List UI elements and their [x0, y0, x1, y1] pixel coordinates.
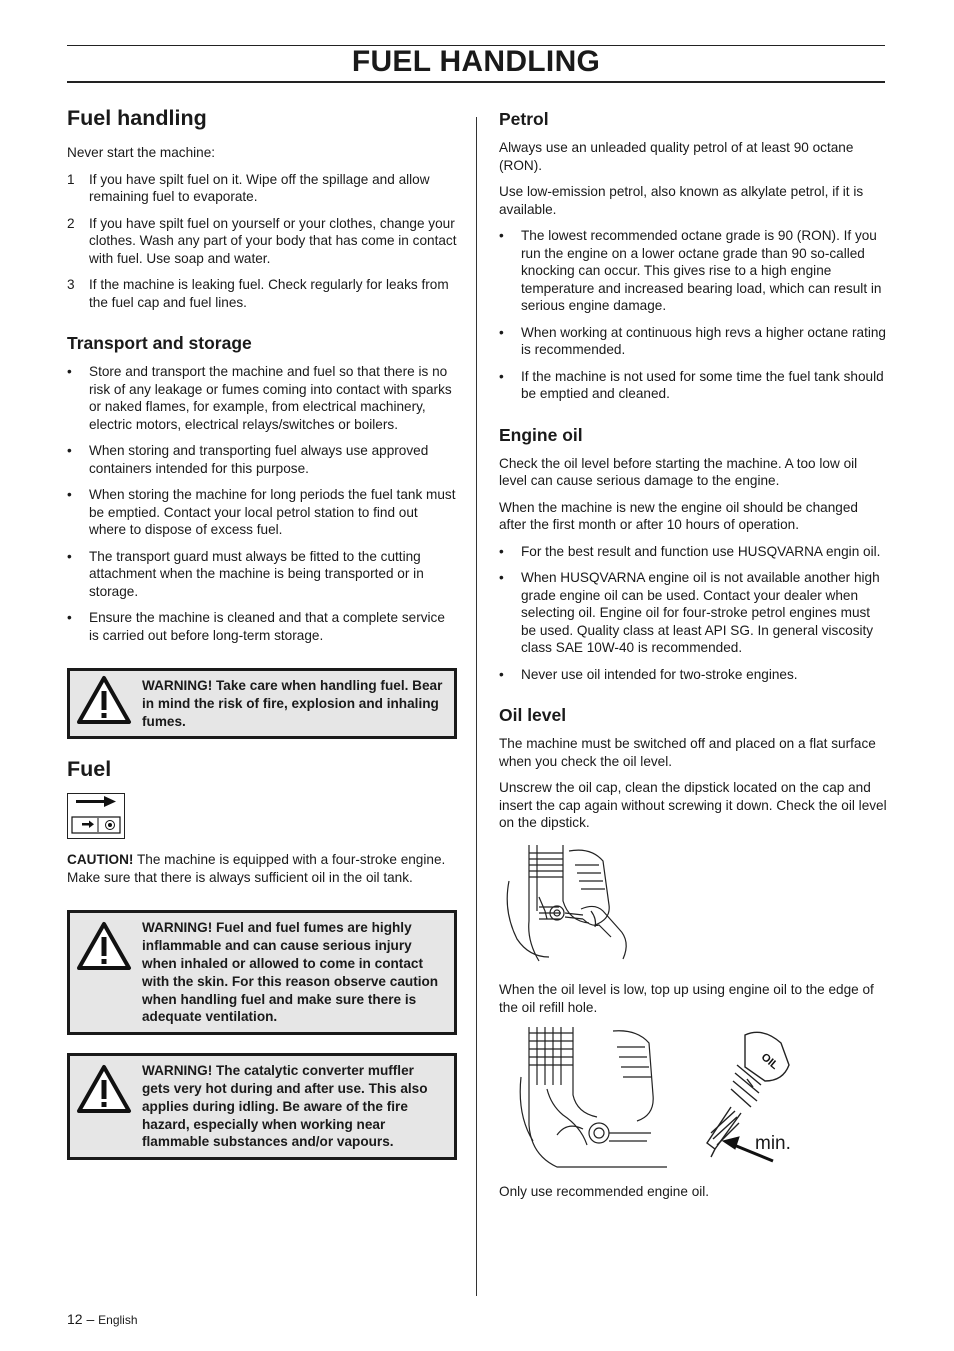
warning-text: WARNING! Take care when handling fuel. Bear in mind the risk of fire, explosion and inhaling fumes. — [142, 678, 443, 729]
caution-text: The machine is equipped with a four-stroke engine. Make sure that there is always sufficient oil in the oil tank. — [67, 852, 446, 885]
oil-level-p4: Only use recommended engine oil. — [499, 1184, 710, 1199]
list-item: 3 If the machine is leaking fuel. Check regularly for leaks from the fuel cap and fuel lines. — [67, 277, 449, 310]
page-footer — [67, 1311, 138, 1327]
page-number: 12 – — [67, 1311, 95, 1327]
list-item: • The lowest recommended octane grade is 90 (RON). If you run the engine on a lower octane grade than 90 so-called knocking can occur. This gives rise to a high engine temperature and increased bearing load, which can result in serious engine damage. — [499, 228, 882, 313]
list-item: • If the machine is not used for some time the fuel tank should be emptied and cleaned. — [499, 368, 884, 401]
warning-box-muffler — [67, 1053, 457, 1160]
page-title: FUEL HANDLING — [351, 45, 601, 78]
list-item: • When storing the machine for long periods the fuel tank must be emptied. Contact your local petrol station to find out where to dispose of excess fuel. — [67, 487, 456, 537]
engine-oil-p1: Check the oil level before starting the machine. A too low oil level can cause serious damage to the engine. — [499, 455, 858, 488]
list-item: • Never use oil intended for two-stroke engines. — [499, 666, 798, 682]
list-item: • Ensure the machine is cleaned and that a complete service is carried out before long-term storage. — [67, 610, 445, 643]
engine-oil-heading: Engine oil — [499, 424, 583, 445]
list-item: • When working at continuous high revs a higher octane rating is recommended. — [499, 324, 886, 357]
oil-level-p1: The machine must be switched off and placed on a flat surface when you check the oil level. — [499, 736, 876, 769]
fuel-heading: Fuel — [67, 757, 112, 782]
list-item: • When storing and transporting fuel always use approved containers intended for this purpose. — [67, 443, 429, 476]
right-column — [499, 108, 887, 1210]
petrol-heading: Petrol — [499, 109, 549, 129]
warning-text: WARNING! Fuel and fuel fumes are highly inflammable and can cause serious injury when inhaled or allowed to come in contact with the skin. For this reason observe caution when handling fuel and make sure there is adequate ventilation. — [142, 920, 439, 1025]
fuel-handling-heading: Fuel handling — [67, 106, 207, 130]
oil-level-p3: When the oil level is low, top up using engine oil to the edge of the oil refill hole. — [499, 982, 874, 1015]
warning-triangle-icon — [76, 1064, 132, 1114]
fuel-pump-icon — [67, 793, 125, 839]
transport-heading: Transport and storage — [67, 333, 252, 353]
left-column — [67, 104, 457, 1160]
column-divider — [476, 117, 477, 1296]
warning-box-fuel-fumes — [67, 910, 457, 1035]
list-item: 1 If you have spilt fuel on it. Wipe off the spillage and allow remaining fuel to evaporate. — [67, 171, 430, 204]
engine-oil-p2: When the machine is new the engine oil should be changed after the first month or after 10 hours of operation. — [499, 499, 858, 532]
list-item: • Store and transport the machine and fuel so that there is no risk of any leakage or fumes coming into contact with sparks or naked flames, for example, from electrical machinery, electric motors, electrical relays/switches or boilers. — [67, 364, 452, 432]
fuel-handling-intro: Never start the machine: — [67, 145, 216, 160]
engine-oil-list — [499, 543, 887, 684]
petrol-list — [499, 227, 887, 403]
title-underline — [67, 81, 885, 83]
refill-illustration — [499, 1025, 887, 1173]
list-item: 2 If you have spilt fuel on yourself or your clothes, change your clothes. Wash any part of your body that has come in contact with fuel. Use soap and water. — [67, 215, 457, 266]
list-item: • For the best result and function use HUSQVARNA engin oil. — [499, 543, 881, 559]
engine-refill-hole-illustration — [517, 1025, 677, 1171]
oil-level-p2: Unscrew the oil cap, clean the dipstick located on the cap and insert the cap again without screwing it down. Check the oil level on the dipstick. — [499, 780, 887, 830]
caution-label: CAUTION! — [67, 852, 134, 868]
transport-list — [67, 363, 457, 644]
min-label: min. — [755, 1133, 791, 1154]
petrol-p2: Use low-emission petrol, also known as alkylate petrol, if it is available. — [499, 184, 864, 217]
dipstick-check-illustration — [499, 841, 887, 972]
petrol-p1: Always use an unleaded quality petrol of at least 90 octane (RON). — [499, 140, 854, 173]
caution-paragraph — [67, 851, 457, 886]
warning-text: WARNING! The catalytic converter muffler gets very hot during and after use. This also applies during idling. Be aware of the fire hazard, especially when working near flammable substances and/or vapours. — [142, 1063, 428, 1150]
footer-language: English — [98, 1313, 138, 1327]
cap-label: OIL — [758, 1051, 781, 1073]
list-item: • The transport guard must always be fitted to the cutting attachment when the machine is being transported or in storage. — [67, 548, 424, 599]
list-item: • When HUSQVARNA engine oil is not available another high grade engine oil can be used. Contact your dealer when selecting oil. Engine oil for four-stroke petrol engines must be used. Quality class at least API SG. In general viscosity class SAE 10W-40 is recommended. — [499, 570, 880, 655]
warning-triangle-icon — [76, 675, 132, 725]
warning-triangle-icon — [76, 921, 132, 971]
warning-box-fuel-handling — [67, 668, 457, 739]
fuel-handling-list — [67, 171, 457, 312]
oil-level-heading: Oil level — [499, 705, 567, 725]
